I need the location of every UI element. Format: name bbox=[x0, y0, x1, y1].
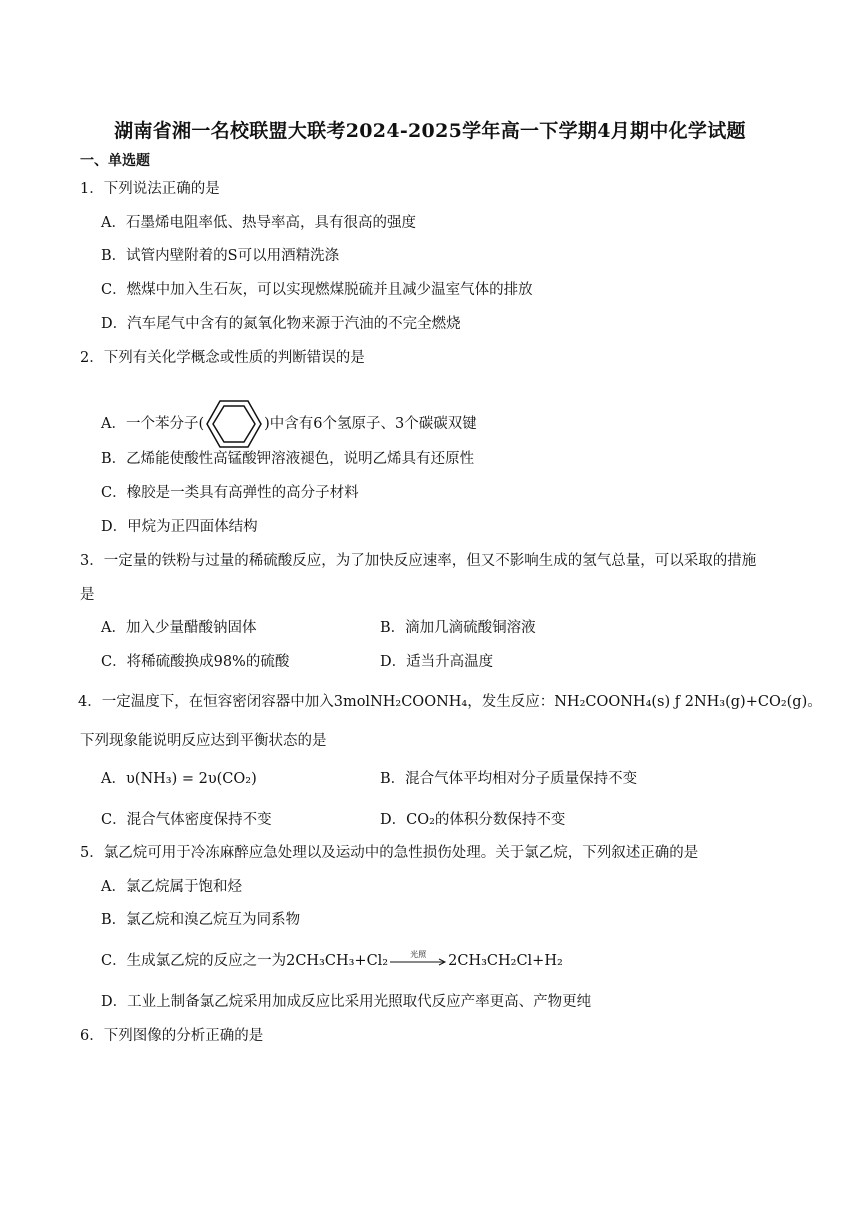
page-title: 湖南省湘一名校联盟大联考2024-2025学年高一下学期4月期中化学试题 bbox=[114, 120, 746, 142]
q4-stem-text: 4．一定温度下，在恒容密闭容器中加入3molNH₂COONH₄，发生反应： bbox=[78, 694, 555, 710]
q1-stem: 1．下列说法正确的是 bbox=[80, 181, 220, 197]
q2-option-a-post: )中含有6个氢原子、3个碳碳双键 bbox=[264, 416, 477, 432]
q6-stem: 6．下列图像的分析正确的是 bbox=[80, 1028, 264, 1044]
q5-option-d: D．工业上制备氯乙烷采用加成反应比采用光照取代反应产率更高、产物更纯 bbox=[101, 994, 592, 1010]
q4-equation: NH₂COONH₄(s) ƒ 2NH₃(g)+CO₂(g)。 bbox=[554, 694, 822, 710]
q2-stem: 2．下列有关化学概念或性质的判断错误的是 bbox=[80, 350, 365, 366]
q4-stem-line1 bbox=[78, 692, 822, 712]
q5-option-c bbox=[101, 951, 563, 971]
q5-option-b: B．氯乙烷和溴乙烷互为同系物 bbox=[101, 912, 301, 928]
section-heading: 一、单选题 bbox=[80, 153, 150, 169]
q2-option-a bbox=[101, 398, 477, 450]
q2-option-a-pre: A．一个苯分子( bbox=[101, 416, 205, 432]
q5-option-c-pre: C．生成氯乙烷的反应之一为2CH₃CH₃+Cl₂ bbox=[101, 953, 389, 969]
q4-option-c: C．混合气体密度保持不变 bbox=[101, 812, 272, 828]
q2-option-c: C．橡胶是一类具有高弹性的高分子材料 bbox=[101, 485, 359, 501]
q1-option-b: B．试管内壁附着的S可以用酒精洗涤 bbox=[101, 248, 340, 264]
reaction-condition: 光照 bbox=[410, 950, 427, 959]
reaction-arrow bbox=[388, 951, 448, 971]
q3-option-b: B．滴加几滴硫酸铜溶液 bbox=[380, 620, 536, 636]
q2-option-b: B．乙烯能使酸性高锰酸钾溶液褪色，说明乙烯具有还原性 bbox=[101, 451, 475, 467]
q4-option-a: A．υ(NH₃) = 2υ(CO₂) bbox=[101, 771, 257, 787]
q3-stem-line2: 是 bbox=[80, 587, 95, 603]
q5-stem: 5．氯乙烷可用于冷冻麻醉应急处理以及运动中的急性损伤处理。关于氯乙烷，下列叙述正确的是 bbox=[80, 845, 699, 861]
q4-option-b: B．混合气体平均相对分子质量保持不变 bbox=[380, 771, 638, 787]
q1-option-a: A．石墨烯电阻率低、热导率高，具有很高的强度 bbox=[101, 215, 416, 231]
q5-option-a: A．氯乙烷属于饱和烃 bbox=[101, 879, 242, 895]
q3-option-c: C．将稀硫酸换成98%的硫酸 bbox=[101, 654, 290, 670]
q1-option-d: D．汽车尾气中含有的氮氧化物来源于汽油的不完全燃烧 bbox=[101, 316, 461, 332]
benzene-structure-icon bbox=[205, 398, 263, 450]
q3-option-d: D．适当升高温度 bbox=[380, 654, 494, 670]
q3-option-a: A．加入少量醋酸钠固体 bbox=[101, 620, 257, 636]
q1-option-c: C．燃煤中加入生石灰，可以实现燃煤脱硫并且减少温室气体的排放 bbox=[101, 282, 533, 298]
q5-option-c-post: 2CH₃CH₂Cl+H₂ bbox=[448, 953, 563, 969]
q4-option-d: D．CO₂的体积分数保持不变 bbox=[380, 812, 566, 828]
q2-option-d: D．甲烷为正四面体结构 bbox=[101, 519, 258, 535]
right-arrow-icon bbox=[388, 951, 448, 971]
q4-stem-line2: 下列现象能说明反应达到平衡状态的是 bbox=[80, 733, 327, 749]
q3-stem-line1: 3．一定量的铁粉与过量的稀硫酸反应，为了加快反应速率，但又不影响生成的氢气总量，可以采取的措施 bbox=[80, 553, 757, 569]
